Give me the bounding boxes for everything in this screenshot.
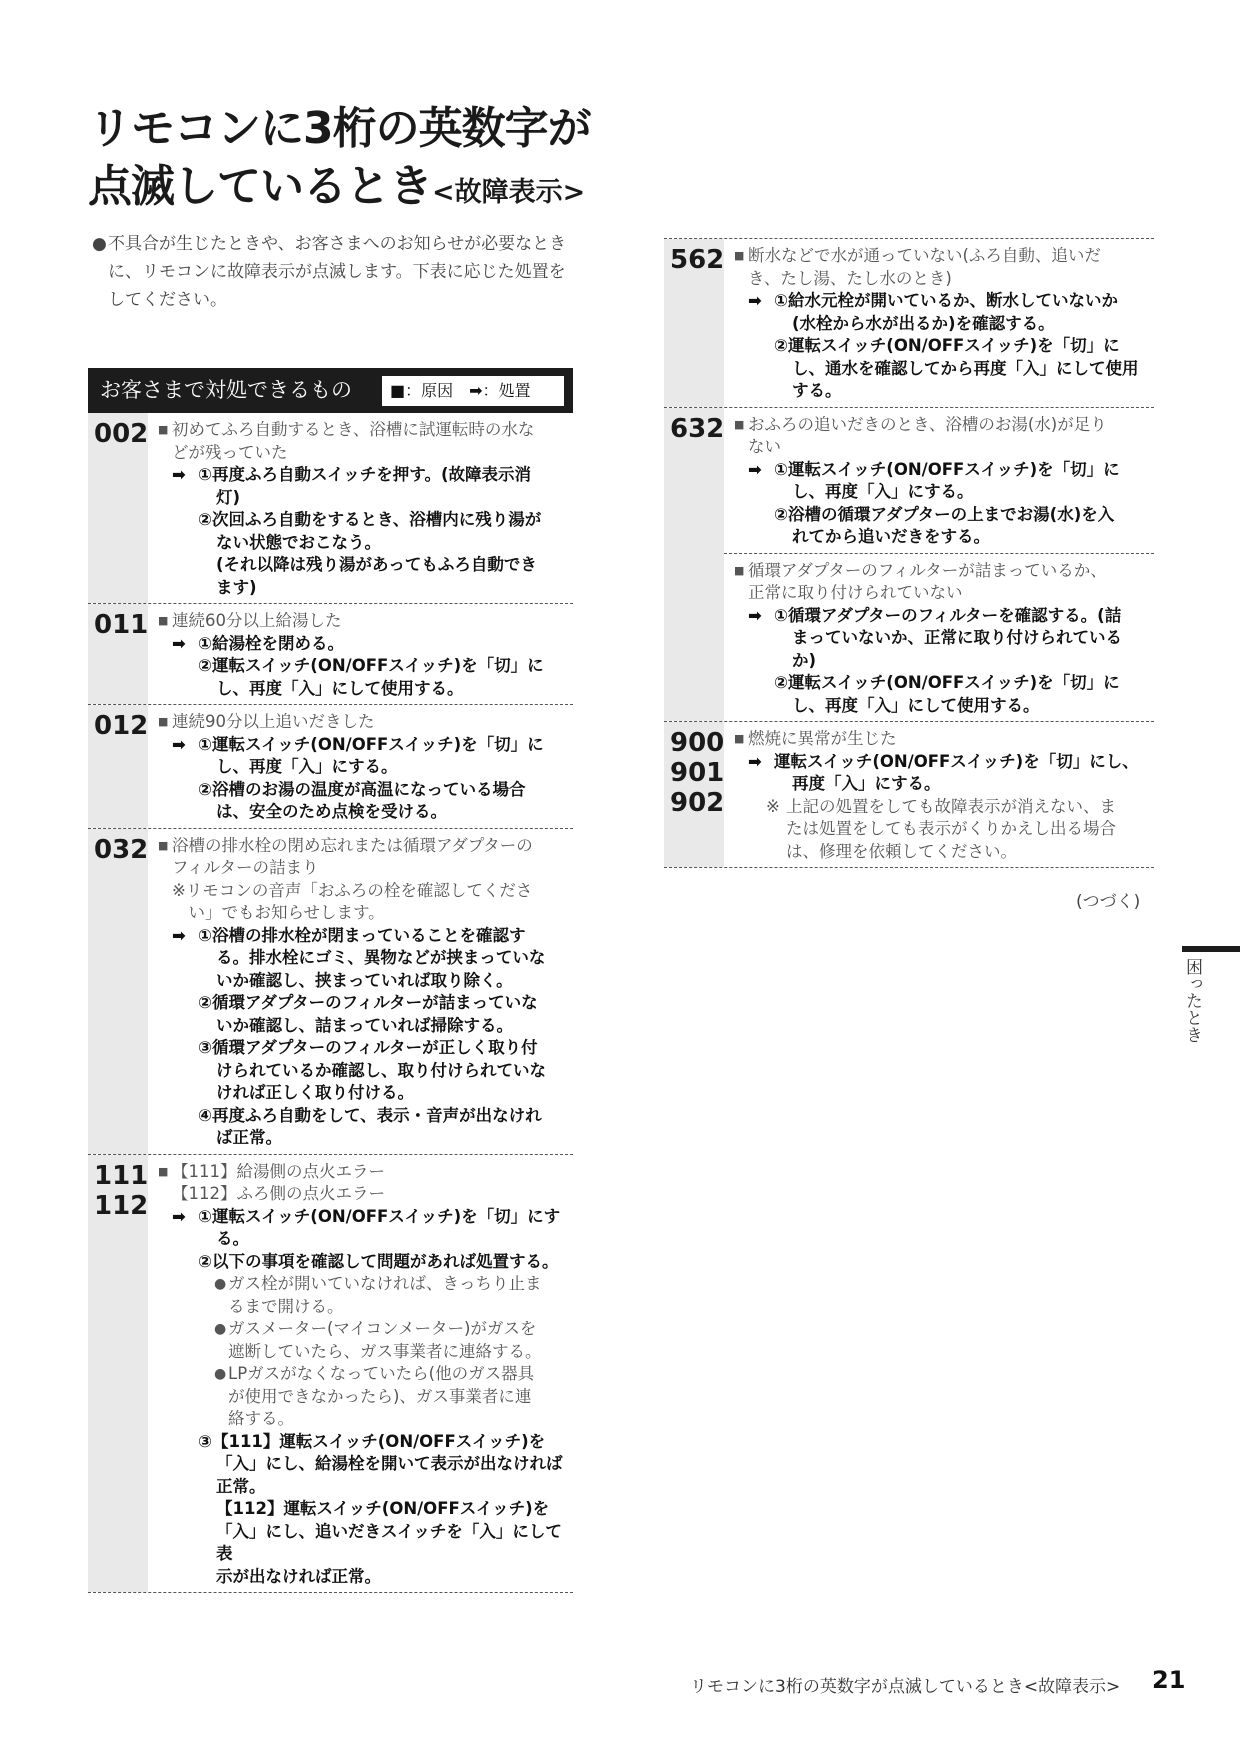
- entry-line-text: 「入」にし、給湯栓を開いて表示が出なければ: [216, 1454, 563, 1473]
- entry-line: [158, 835, 569, 858]
- code-column: [664, 408, 724, 722]
- entry-line: [158, 1453, 569, 1476]
- entry-line: [734, 650, 1150, 673]
- entry-body: [158, 413, 573, 603]
- arrow-icon: ➡: [748, 751, 762, 771]
- entry-line: [158, 711, 569, 734]
- entry-line-text: るまで開ける。: [228, 1296, 344, 1316]
- error-code: 112: [94, 1190, 149, 1221]
- error-codes: [664, 414, 724, 444]
- entry-line: [158, 419, 569, 442]
- entry-line-text: ①運転スイッチ(ON/OFFスイッチ)を「切」に: [198, 734, 544, 754]
- entry-line: [734, 841, 1150, 864]
- entry-line: [158, 801, 569, 824]
- entry-line: [158, 464, 569, 487]
- entry-line-text: は、修理を依頼してください。: [786, 841, 1017, 861]
- entry-line: [158, 1566, 569, 1589]
- entry-line: [158, 902, 569, 925]
- entry-line-text: おふろの追いだきのとき、浴槽のお湯(水)が足り: [748, 414, 1107, 434]
- square-bullet-icon: ■: [158, 423, 169, 436]
- entry-line: [734, 796, 1150, 819]
- legend-box: ■：原因 ➡：処置: [382, 376, 564, 406]
- intro-text: 不具合が生じたときや、お客さまへのお知らせが必要なときに、リモコンに故障表示が点滅します。下表に応じた処置をしてください。: [108, 234, 567, 310]
- entry-line: [734, 268, 1150, 291]
- entry-line-text: ①循環アダプターのフィルターを確認する。(詰: [774, 605, 1122, 625]
- entry-line: [734, 751, 1150, 774]
- footer-title: リモコンに3桁の英数字が点滅しているとき<故障表示>: [690, 1677, 1121, 1697]
- bullet-icon: ●: [92, 234, 107, 254]
- entry-line: [158, 992, 569, 1015]
- entry-line: [158, 857, 569, 880]
- entry-line-text: 【112】ふろ側の点火エラー: [172, 1184, 385, 1203]
- entry-line-text: 【112】運転スイッチ(ON/OFFスイッチ)を: [216, 1499, 550, 1518]
- entry-line-text: し、再度「入」にする。: [216, 757, 398, 776]
- entry-line-text: ①運転スイッチ(ON/OFFスイッチ)を「切」に: [774, 459, 1120, 479]
- square-bullet-icon: ■: [158, 838, 169, 852]
- entry-line: [734, 335, 1150, 358]
- entry-line-text: たは処置をしても表示がくりかえし出る場合: [786, 819, 1116, 838]
- error-codes: [88, 610, 148, 640]
- entry-line-text: が使用できなかったら)、ガス事業者に連: [228, 1386, 532, 1406]
- entry-line-text: る。: [216, 1229, 249, 1248]
- entry-line-text: いか確認し、挟まっていれば取り除く。: [216, 970, 513, 990]
- entry-line-text: ①運転スイッチ(ON/OFFスイッチ)を「切」にす: [198, 1206, 561, 1226]
- entry-line-text: し、通水を確認してから再度「入」にして使用: [792, 358, 1139, 378]
- error-code: 900: [670, 728, 725, 758]
- entry-line-text: ければ正しく取り付ける。: [216, 1083, 414, 1102]
- bullet-icon: ●: [214, 1321, 227, 1337]
- entry-line-text: か): [792, 650, 817, 670]
- entry-line: [158, 1015, 569, 1038]
- side-tab-bar: [1182, 946, 1240, 952]
- entry-body: [158, 829, 573, 1154]
- title-line-1: リモコンに3桁の英数字が: [88, 103, 591, 154]
- entry-line-text: 再度「入」にする。: [792, 774, 941, 793]
- entry-line: [734, 728, 1150, 751]
- entry-line: [158, 1498, 569, 1521]
- entry-line: [158, 880, 569, 903]
- entry-line: [734, 481, 1150, 504]
- square-bullet-icon: ■: [734, 249, 745, 262]
- title-line-2: [88, 158, 608, 222]
- entry-line: [734, 605, 1150, 628]
- entry-line: [734, 818, 1150, 841]
- entry-line-text: し、再度「入」にして使用する。: [792, 695, 1040, 715]
- error-code: 011: [94, 610, 149, 640]
- entry-line-text: し、再度「入」にする。: [792, 482, 974, 501]
- entry-line: [158, 1082, 569, 1105]
- arrow-icon: ➡: [748, 459, 762, 479]
- entry-line: [158, 554, 569, 577]
- entry-line-text: れてから追いだきをする。: [792, 527, 990, 546]
- entry-line-text: ②次回ふろ自動をするとき、浴槽内に残り湯が: [198, 510, 542, 529]
- error-code: 902: [670, 788, 725, 818]
- error-code: 002: [94, 419, 149, 449]
- bullet-icon: ●: [214, 1366, 227, 1382]
- error-entry: [88, 604, 573, 705]
- title-line-2-main: 点滅しているとき: [88, 161, 432, 212]
- entry-line-text: LPガスがなくなっていたら(他のガス器具: [228, 1364, 535, 1383]
- error-entry: [664, 239, 1154, 408]
- entry-line-text: 「入」にし、追いだきスイッチを「入」にして表: [216, 1521, 562, 1563]
- entry-line: [158, 1206, 569, 1229]
- entry-line: [734, 436, 1150, 459]
- entry-line: [158, 442, 569, 465]
- error-code: 632: [670, 413, 725, 444]
- entry-line: [734, 560, 1150, 583]
- entry-line: [158, 756, 569, 779]
- arrow-icon: ➡: [172, 734, 186, 754]
- entry-line: [158, 1251, 569, 1274]
- title-subtitle: <故障表示>: [432, 177, 586, 208]
- entry-line-text: 断水などで水が通っていない(ふろ自動、追いだ: [748, 246, 1101, 265]
- arrow-icon: ➡: [748, 291, 762, 310]
- square-bullet-icon: ■: [158, 715, 169, 728]
- entry-line-text: (それ以降は残り湯があってもふろ自動でき: [216, 555, 537, 574]
- entry-line-text: ①給水元栓が開いているか、断水していないか: [774, 291, 1118, 310]
- error-entry: [664, 408, 1154, 723]
- entry-line-text: ①浴槽の排水栓が閉まっていることを確認す: [198, 925, 526, 945]
- entry-line-text: 浴槽の排水栓の閉め忘れまたは循環アダプターの: [172, 835, 533, 855]
- entry-line-text: ①再度ふろ自動スイッチを押す。(故障表示消: [198, 465, 532, 484]
- entry-line-text: (水栓から水が出るか)を確認する。: [792, 313, 1055, 333]
- entry-body: [734, 239, 1154, 407]
- error-codes: [88, 1161, 148, 1221]
- entry-line-text: ない: [748, 437, 781, 456]
- entry-line-text: 上記の処置をしても故障表示が消えない、ま: [786, 796, 1116, 816]
- intro-paragraph: [92, 230, 582, 314]
- entry-line-text: フィルターの詰まり: [172, 858, 319, 877]
- entry-line: [158, 1341, 569, 1364]
- entry-line-text: ば正常。: [216, 1128, 282, 1147]
- entry-line: [734, 695, 1150, 718]
- entry-line: [158, 1105, 569, 1128]
- entry-line: [158, 1273, 569, 1296]
- entry-line-text: 連続90分以上追いだきした: [172, 712, 375, 731]
- entry-line-text: ※リモコンの音声「おふろの栓を確認してくださ: [172, 880, 533, 900]
- entry-line-text: どが残っていた: [172, 442, 288, 462]
- entry-line-text: 連続60分以上給湯した: [172, 611, 342, 630]
- entry-line-text: いか確認し、詰まっていれば掃除する。: [216, 1015, 513, 1035]
- entry-line: [158, 947, 569, 970]
- entry-line: [158, 1408, 569, 1431]
- entry-line: [158, 1228, 569, 1251]
- entry-line-text: ②浴槽のお湯の温度が高温になっている場合: [198, 779, 526, 799]
- entry-line-text: 初めてふろ自動するとき、浴槽に試運転時の水な: [172, 420, 535, 439]
- entry-line-text: ガス栓が開いていなければ、きっちり止ま: [228, 1274, 542, 1293]
- entry-line: [158, 1386, 569, 1409]
- entry-line: [734, 414, 1150, 437]
- entry-body: [158, 1155, 573, 1593]
- error-entry: [88, 413, 573, 604]
- error-entry: [88, 829, 573, 1155]
- entry-body: [158, 604, 573, 704]
- entry-line: [158, 1318, 569, 1341]
- entry-line: [158, 487, 569, 510]
- entry-line-text: ①給湯栓を閉める。: [198, 633, 344, 653]
- error-code: 032: [94, 834, 149, 865]
- entry-line-text: ②循環アダプターのフィルターが詰まっていな: [198, 993, 538, 1012]
- entry-body: [724, 553, 1154, 722]
- entry-line: [158, 779, 569, 802]
- error-code: 562: [670, 245, 725, 275]
- entry-line: [158, 532, 569, 555]
- entry-line-text: ②浴槽の循環アダプターの上までお湯(水)を入: [774, 504, 1115, 524]
- square-bullet-icon: ■: [734, 417, 745, 431]
- entry-line-text: し、再度「入」にして使用する。: [216, 678, 464, 698]
- entry-line: [734, 582, 1150, 605]
- entry-line: [158, 970, 569, 993]
- entry-line: [734, 672, 1150, 695]
- arrow-icon: ➡: [172, 633, 186, 653]
- entry-line-text: ②運転スイッチ(ON/OFFスイッチ)を「切」に: [774, 336, 1120, 355]
- square-bullet-icon: ■: [158, 1164, 169, 1178]
- table-header-bar: [88, 368, 573, 413]
- entry-line-text: 燃焼に異常が生じた: [748, 729, 897, 748]
- side-tab-label: 困ったとき: [1182, 958, 1202, 1043]
- entry-line: [158, 509, 569, 532]
- continued-label: (つづく): [1076, 892, 1141, 912]
- entry-line-text: ③【111】運転スイッチ(ON/OFFスイッチ)を: [198, 1431, 546, 1451]
- page-number: 21: [1152, 1666, 1186, 1694]
- entry-line-text: 示が出なければ正常。: [216, 1566, 381, 1586]
- entry-line-text: ます): [216, 577, 257, 597]
- arrow-icon: ➡: [172, 465, 186, 484]
- entry-line: [158, 1431, 569, 1454]
- entry-line: [158, 655, 569, 678]
- entry-line: [734, 380, 1150, 403]
- entry-line: [734, 245, 1150, 268]
- entry-line: [158, 1363, 569, 1386]
- entry-line-text: 正常に取り付けられていない: [748, 583, 963, 602]
- error-entry: [88, 705, 573, 829]
- entry-line-text: まっていないか、正常に取り付けられている: [792, 628, 1122, 647]
- entry-line: [734, 313, 1150, 336]
- entry-line: [158, 925, 569, 948]
- entry-body: [734, 408, 1154, 553]
- error-codes: [664, 728, 724, 818]
- entry-line: [158, 1476, 569, 1499]
- error-entry: [664, 722, 1154, 868]
- entry-line: [158, 734, 569, 757]
- error-codes: [88, 711, 148, 741]
- square-bullet-icon: ■: [158, 614, 169, 627]
- entry-line-text: ない状態でおこなう。: [216, 532, 381, 552]
- entry-line: [734, 290, 1150, 313]
- entry-line: [734, 526, 1150, 549]
- entry-line: [158, 678, 569, 701]
- page-title: [88, 100, 608, 222]
- entry-line-text: 【111】給湯側の点火エラー: [172, 1161, 385, 1181]
- entry-line-text: ガスメーター(マイコンメーター)がガスを: [228, 1319, 537, 1338]
- entry-line-text: ②以下の事項を確認して問題があれば処置する。: [198, 1251, 559, 1271]
- entry-line-text: 正常。: [216, 1476, 266, 1496]
- error-code: 012: [94, 711, 149, 741]
- error-entry: [88, 1155, 573, 1594]
- entry-line: [158, 1127, 569, 1150]
- entry-line-text: する。: [792, 381, 842, 400]
- entry-line-text: けられているか確認し、取り付けられていな: [216, 1060, 546, 1080]
- entry-line: [158, 1183, 569, 1206]
- entry-line: [734, 459, 1150, 482]
- entry-line-text: 絡する。: [228, 1409, 294, 1428]
- entry-body: [158, 705, 573, 828]
- entry-line-text: ④再度ふろ自動をして、表示・音声が出なけれ: [198, 1105, 542, 1125]
- error-codes: [88, 835, 148, 865]
- arrow-icon: ➡: [172, 1206, 186, 1226]
- entry-line: [158, 633, 569, 656]
- entry-line-text: 灯): [216, 487, 241, 507]
- entry-line: [734, 504, 1150, 527]
- entry-line-text: ②運転スイッチ(ON/OFFスイッチ)を「切」に: [774, 673, 1120, 692]
- right-error-table: [664, 238, 1154, 868]
- entry-line: [734, 773, 1150, 796]
- table-header-title: お客さまで対処できるもの: [100, 378, 352, 402]
- entry-line-text: 循環アダプターのフィルターが詰まっているか、: [748, 560, 1107, 580]
- note-mark: ※: [766, 796, 780, 816]
- entry-line-text: い」でもお知らせします。: [172, 903, 385, 922]
- bullet-icon: ●: [214, 1276, 227, 1292]
- left-error-table: [88, 413, 573, 1593]
- entry-line-text: き、たし湯、たし水のとき): [748, 268, 952, 288]
- entry-line: [158, 1296, 569, 1319]
- error-code: 111: [94, 1160, 149, 1191]
- square-bullet-icon: ■: [734, 563, 745, 577]
- entry-line-text: は、安全のため点検を受ける。: [216, 802, 447, 821]
- entry-line: [158, 1161, 569, 1184]
- error-code: 901: [670, 758, 725, 788]
- entry-line-text: 運転スイッチ(ON/OFFスイッチ)を「切」にし、: [774, 751, 1139, 771]
- entry-line: [158, 610, 569, 633]
- entry-line-text: 遮断していたら、ガス事業者に連絡する。: [228, 1341, 542, 1361]
- entry-line: [158, 1521, 569, 1566]
- entry-line-text: る。排水栓にゴミ、異物などが挟まっていな: [216, 948, 546, 967]
- square-bullet-icon: ■: [734, 732, 745, 745]
- entry-body: [734, 722, 1154, 867]
- arrow-icon: ➡: [748, 605, 762, 625]
- entry-line-text: ②運転スイッチ(ON/OFFスイッチ)を「切」に: [198, 656, 544, 675]
- entry-line: [158, 577, 569, 600]
- error-codes: [88, 419, 148, 449]
- entry-line-text: ③循環アダプターのフィルターが正しく取り付: [198, 1038, 538, 1057]
- arrow-icon: ➡: [172, 925, 186, 945]
- code-column: [88, 829, 148, 1154]
- entry-line: [734, 627, 1150, 650]
- error-codes: [664, 245, 724, 275]
- entry-line: [158, 1037, 569, 1060]
- entry-line: [734, 358, 1150, 381]
- entry-line: [158, 1060, 569, 1083]
